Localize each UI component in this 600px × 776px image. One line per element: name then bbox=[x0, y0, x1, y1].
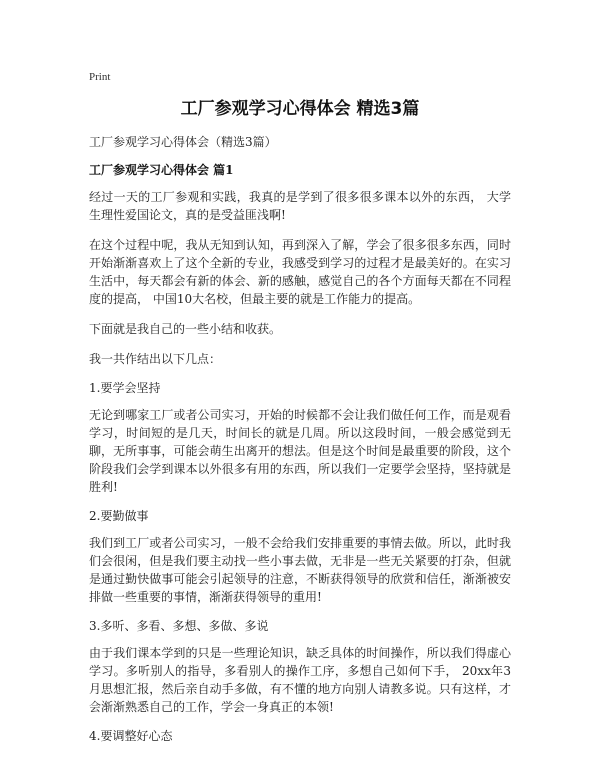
item-heading-3: 3.多听、多看、多想、多做、多说 bbox=[89, 619, 269, 633]
document-subtitle: 工厂参观学习心得体会（精选3篇） bbox=[89, 135, 277, 149]
item-heading-2: 2.要勤做事 bbox=[89, 509, 149, 523]
item-heading-1: 1.要学会坚持 bbox=[89, 381, 161, 395]
item-body-2: 我们到工厂或者公司实习，一般不会给我们安排重要的事情去做。所以，此时我们会很闲，但是我们要主动找一些小事去做，无非是一些无关紧要的打杂，但就是通过勤快做事可能会引起领导的注意，不断获得领导的欣赏和信任，渐渐被安排做一些重要的事情，渐渐获得领导的重用! bbox=[89, 536, 511, 604]
paragraph-process: 在这个过程中呢，我从无知到认知，再到深入了解，学会了很多很多东西，同时开始渐渐喜欢上了这个全新的专业，我感受到学习的过程才是最美好的。在实习生活中，每天都会有新的体会、新的感触，感觉自己的各个方面每天都在不同程度的提高， 中国10大名校，但最主要的就是工作能力的提高。 bbox=[89, 238, 511, 306]
paragraph-points-lead: 我一共作结出以下几点： bbox=[89, 352, 222, 366]
paragraph-summary-lead: 下面就是我自己的一些小结和收获。 bbox=[89, 322, 282, 336]
item-body-1: 无论到哪家工厂或者公司实习，开始的时候都不会让我们做任何工作，而是观看学习，时间短的是几天，时间长的就是几周。所以这段时间，一般会感觉到无聊，无所事事，可能会萌生出离开的想法。但是这个时间是最重要的阶段，这个阶段我们会学到课本以外很多有用的东西，所以我们一定要学会坚持，坚持就是胜利! bbox=[89, 408, 511, 494]
item-body-3: 由于我们课本学到的只是一些理论知识，缺乏具体的时间操作，所以我们得虚心学习。多听别人的指导，多看别人的操作工序，多想自己如何下手， 20xx年3月思想汇报，然后亲自动手多做，有不懂的地方向别人请教多说。只有这样，才会渐渐熟悉自己的工作，学会一身真正的本领! bbox=[89, 646, 511, 714]
paragraph-intro: 经过一天的工厂参观和实践，我真的是学到了很多很多课本以外的东西， 大学生理性爱国论文，真的是受益匪浅啊! bbox=[89, 190, 511, 222]
page-title: 工厂参观学习心得体会 精选3篇 bbox=[180, 99, 420, 119]
section-heading: 工厂参观学习心得体会 篇1 bbox=[89, 163, 234, 177]
item-heading-4: 4.要调整好心态 bbox=[89, 729, 173, 743]
print-label: Print bbox=[89, 71, 111, 83]
